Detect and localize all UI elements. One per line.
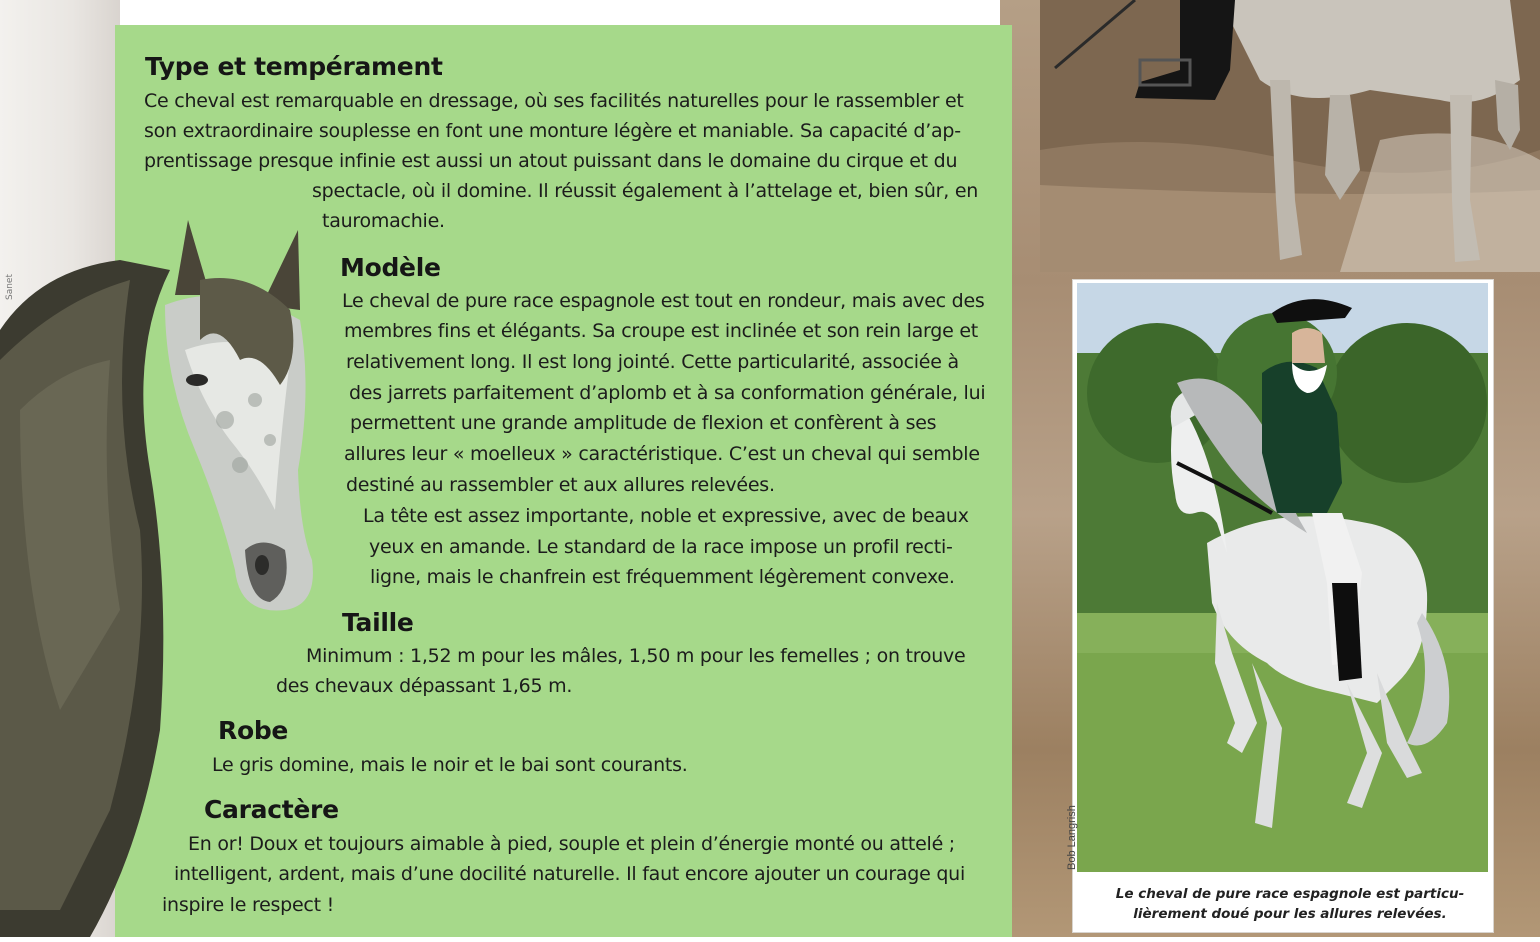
taille-line-2: des chevaux dépassant 1,65 m. <box>276 675 573 697</box>
caption-line-2: lièrement doué pour les allures relevées. <box>1133 906 1447 922</box>
modele-line-7: destiné au rassembler et aux allures relevées. <box>346 474 775 496</box>
modele-line-3: relativement long. Il est long jointé. Cette particularité, associée à <box>346 351 959 373</box>
photo-credit: Bob Langrish <box>1066 805 1078 870</box>
photo-caption <box>1090 884 1490 924</box>
heading-robe: Robe <box>218 716 289 745</box>
modele-line-8: La tête est assez importante, noble et expressive, avec de beaux <box>363 505 969 527</box>
heading-taille: Taille <box>342 608 414 637</box>
modele-line-9: yeux en amande. Le standard de la race impose un profil recti- <box>369 536 953 558</box>
type-line-1: Ce cheval est remarquable en dressage, où ses facilités naturelles pour le rassembler et <box>144 90 964 112</box>
caractere-line-3: inspire le respect ! <box>162 894 334 916</box>
caractere-line-2: intelligent, ardent, mais d’une docilité naturelle. Il faut encore ajouter un courage qui <box>174 863 965 885</box>
modele-line-4: des jarrets parfaitement d’aplomb et à sa conformation générale, lui <box>349 382 986 404</box>
robe-line-1: Le gris domine, mais le noir et le bai sont courants. <box>212 754 688 776</box>
modele-line-1: Le cheval de pure race espagnole est tout en rondeur, mais avec des <box>342 290 985 312</box>
type-line-3: prentissage presque infinie est aussi un atout puissant dans le domaine du cirque et du <box>144 150 958 172</box>
modele-line-2: membres fins et élégants. Sa croupe est inclinée et son rein large et <box>344 320 978 342</box>
type-line-5: tauromachie. <box>322 210 445 232</box>
heading-caractere: Caractère <box>204 795 339 824</box>
type-line-2: son extraordinaire souplesse en font une monture légère et maniable. Sa capacité d’ap- <box>144 120 961 142</box>
rider-on-white-horse-photo <box>1077 283 1488 872</box>
modele-line-5: permettent une grande amplitude de flexion et confèrent à ses <box>350 412 937 434</box>
top-photo-horse-in-water <box>1040 0 1540 272</box>
heading-type-temperament: Type et tempérament <box>145 52 443 81</box>
heading-modele: Modèle <box>340 253 441 282</box>
taille-line-1: Minimum : 1,52 m pour les mâles, 1,50 m pour les femelles ; on trouve <box>306 645 966 667</box>
modele-line-10: ligne, mais le chanfrein est fréquemment légèrement convexe. <box>370 566 955 588</box>
caption-line-1: Le cheval de pure race espagnole est particu- <box>1115 886 1465 902</box>
side-photo-credit: Sanet <box>5 274 15 300</box>
caractere-line-1: En or! Doux et toujours aimable à pied, souple et plein d’énergie monté ou attelé ; <box>188 833 955 855</box>
type-line-4: spectacle, où il domine. Il réussit également à l’attelage et, bien sûr, en <box>312 180 979 202</box>
modele-line-6: allures leur « moelleux » caractéristique. C’est un cheval qui semble <box>344 443 980 465</box>
horse-head-image <box>0 210 340 937</box>
horse-legs-illustration <box>1040 0 1540 272</box>
